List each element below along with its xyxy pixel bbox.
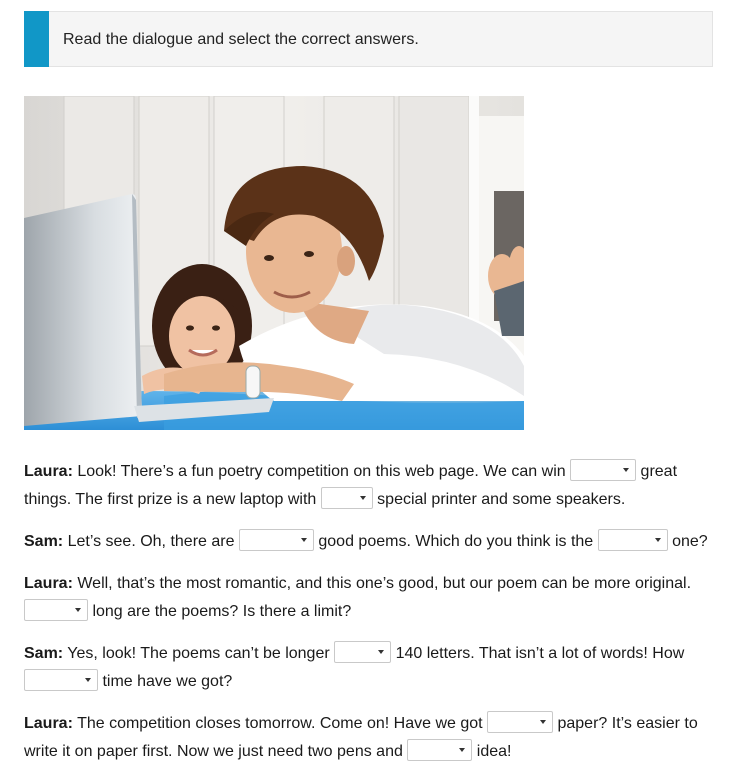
answer-dropdown-5[interactable] xyxy=(24,599,88,621)
dialogue-text: special printer and some speakers. xyxy=(372,491,626,508)
caret-down-icon xyxy=(623,468,629,472)
dialogue-text: good poems. Which do you think is the xyxy=(313,533,598,550)
speaker-name: Laura: xyxy=(24,715,73,732)
dialogue-paragraph-4 xyxy=(24,640,724,696)
instruction-accent-bar xyxy=(24,11,49,67)
instruction-box xyxy=(24,11,713,67)
dialogue-paragraph-2 xyxy=(24,528,724,556)
answer-dropdown-7[interactable] xyxy=(24,669,98,691)
caret-down-icon xyxy=(378,650,384,654)
dialogue-text: time have we got? xyxy=(98,673,233,690)
dialogue-text: Yes, look! The poems can’t be longer xyxy=(63,645,335,662)
dialogue-text: Well, that’s the most romantic, and this one’s good, but our poem can be more original. xyxy=(72,575,692,592)
dialogue-photo xyxy=(24,96,524,430)
answer-dropdown-1[interactable] xyxy=(570,459,636,481)
dialogue-text: great things. The first prize is a new laptop with xyxy=(24,463,678,508)
answer-dropdown-3[interactable] xyxy=(239,529,314,551)
dialogue-text: paper? It’s easier to write it on paper first. Now we just need two pens and xyxy=(24,715,698,760)
caret-down-icon xyxy=(360,496,366,500)
answer-dropdown-2[interactable] xyxy=(321,487,373,509)
caret-down-icon xyxy=(655,538,661,542)
dialogue-paragraph-1 xyxy=(24,458,724,514)
dialogue xyxy=(24,458,724,780)
answer-dropdown-6[interactable] xyxy=(334,641,391,663)
answer-dropdown-8[interactable] xyxy=(487,711,553,733)
speaker-name: Sam: xyxy=(24,533,64,550)
dialogue-paragraph-5 xyxy=(24,710,724,766)
caret-down-icon xyxy=(301,538,307,542)
speaker-name: Sam: xyxy=(24,645,64,662)
dialogue-text: Let’s see. Oh, there are xyxy=(63,533,239,550)
dialogue-text: Look! There’s a fun poetry competition on this web page. We can win xyxy=(72,463,571,480)
speaker-name: Laura: xyxy=(24,575,73,592)
dialogue-text: one? xyxy=(667,533,708,550)
dialogue-text: long are the poems? Is there a limit? xyxy=(88,603,352,620)
answer-dropdown-9[interactable] xyxy=(407,739,472,761)
caret-down-icon xyxy=(85,678,91,682)
speaker-name: Laura: xyxy=(24,463,73,480)
answer-dropdown-4[interactable] xyxy=(598,529,668,551)
dialogue-text: 140 letters. That isn’t a lot of words! How xyxy=(391,645,685,662)
dialogue-paragraph-3 xyxy=(24,570,724,626)
instruction-text: Read the dialogue and select the correct answers. xyxy=(63,31,419,48)
caret-down-icon xyxy=(540,720,546,724)
caret-down-icon xyxy=(459,748,465,752)
dialogue-text: The competition closes tomorrow. Come on! Have we got xyxy=(72,715,488,732)
caret-down-icon xyxy=(75,608,81,612)
dialogue-text: idea! xyxy=(472,743,512,760)
